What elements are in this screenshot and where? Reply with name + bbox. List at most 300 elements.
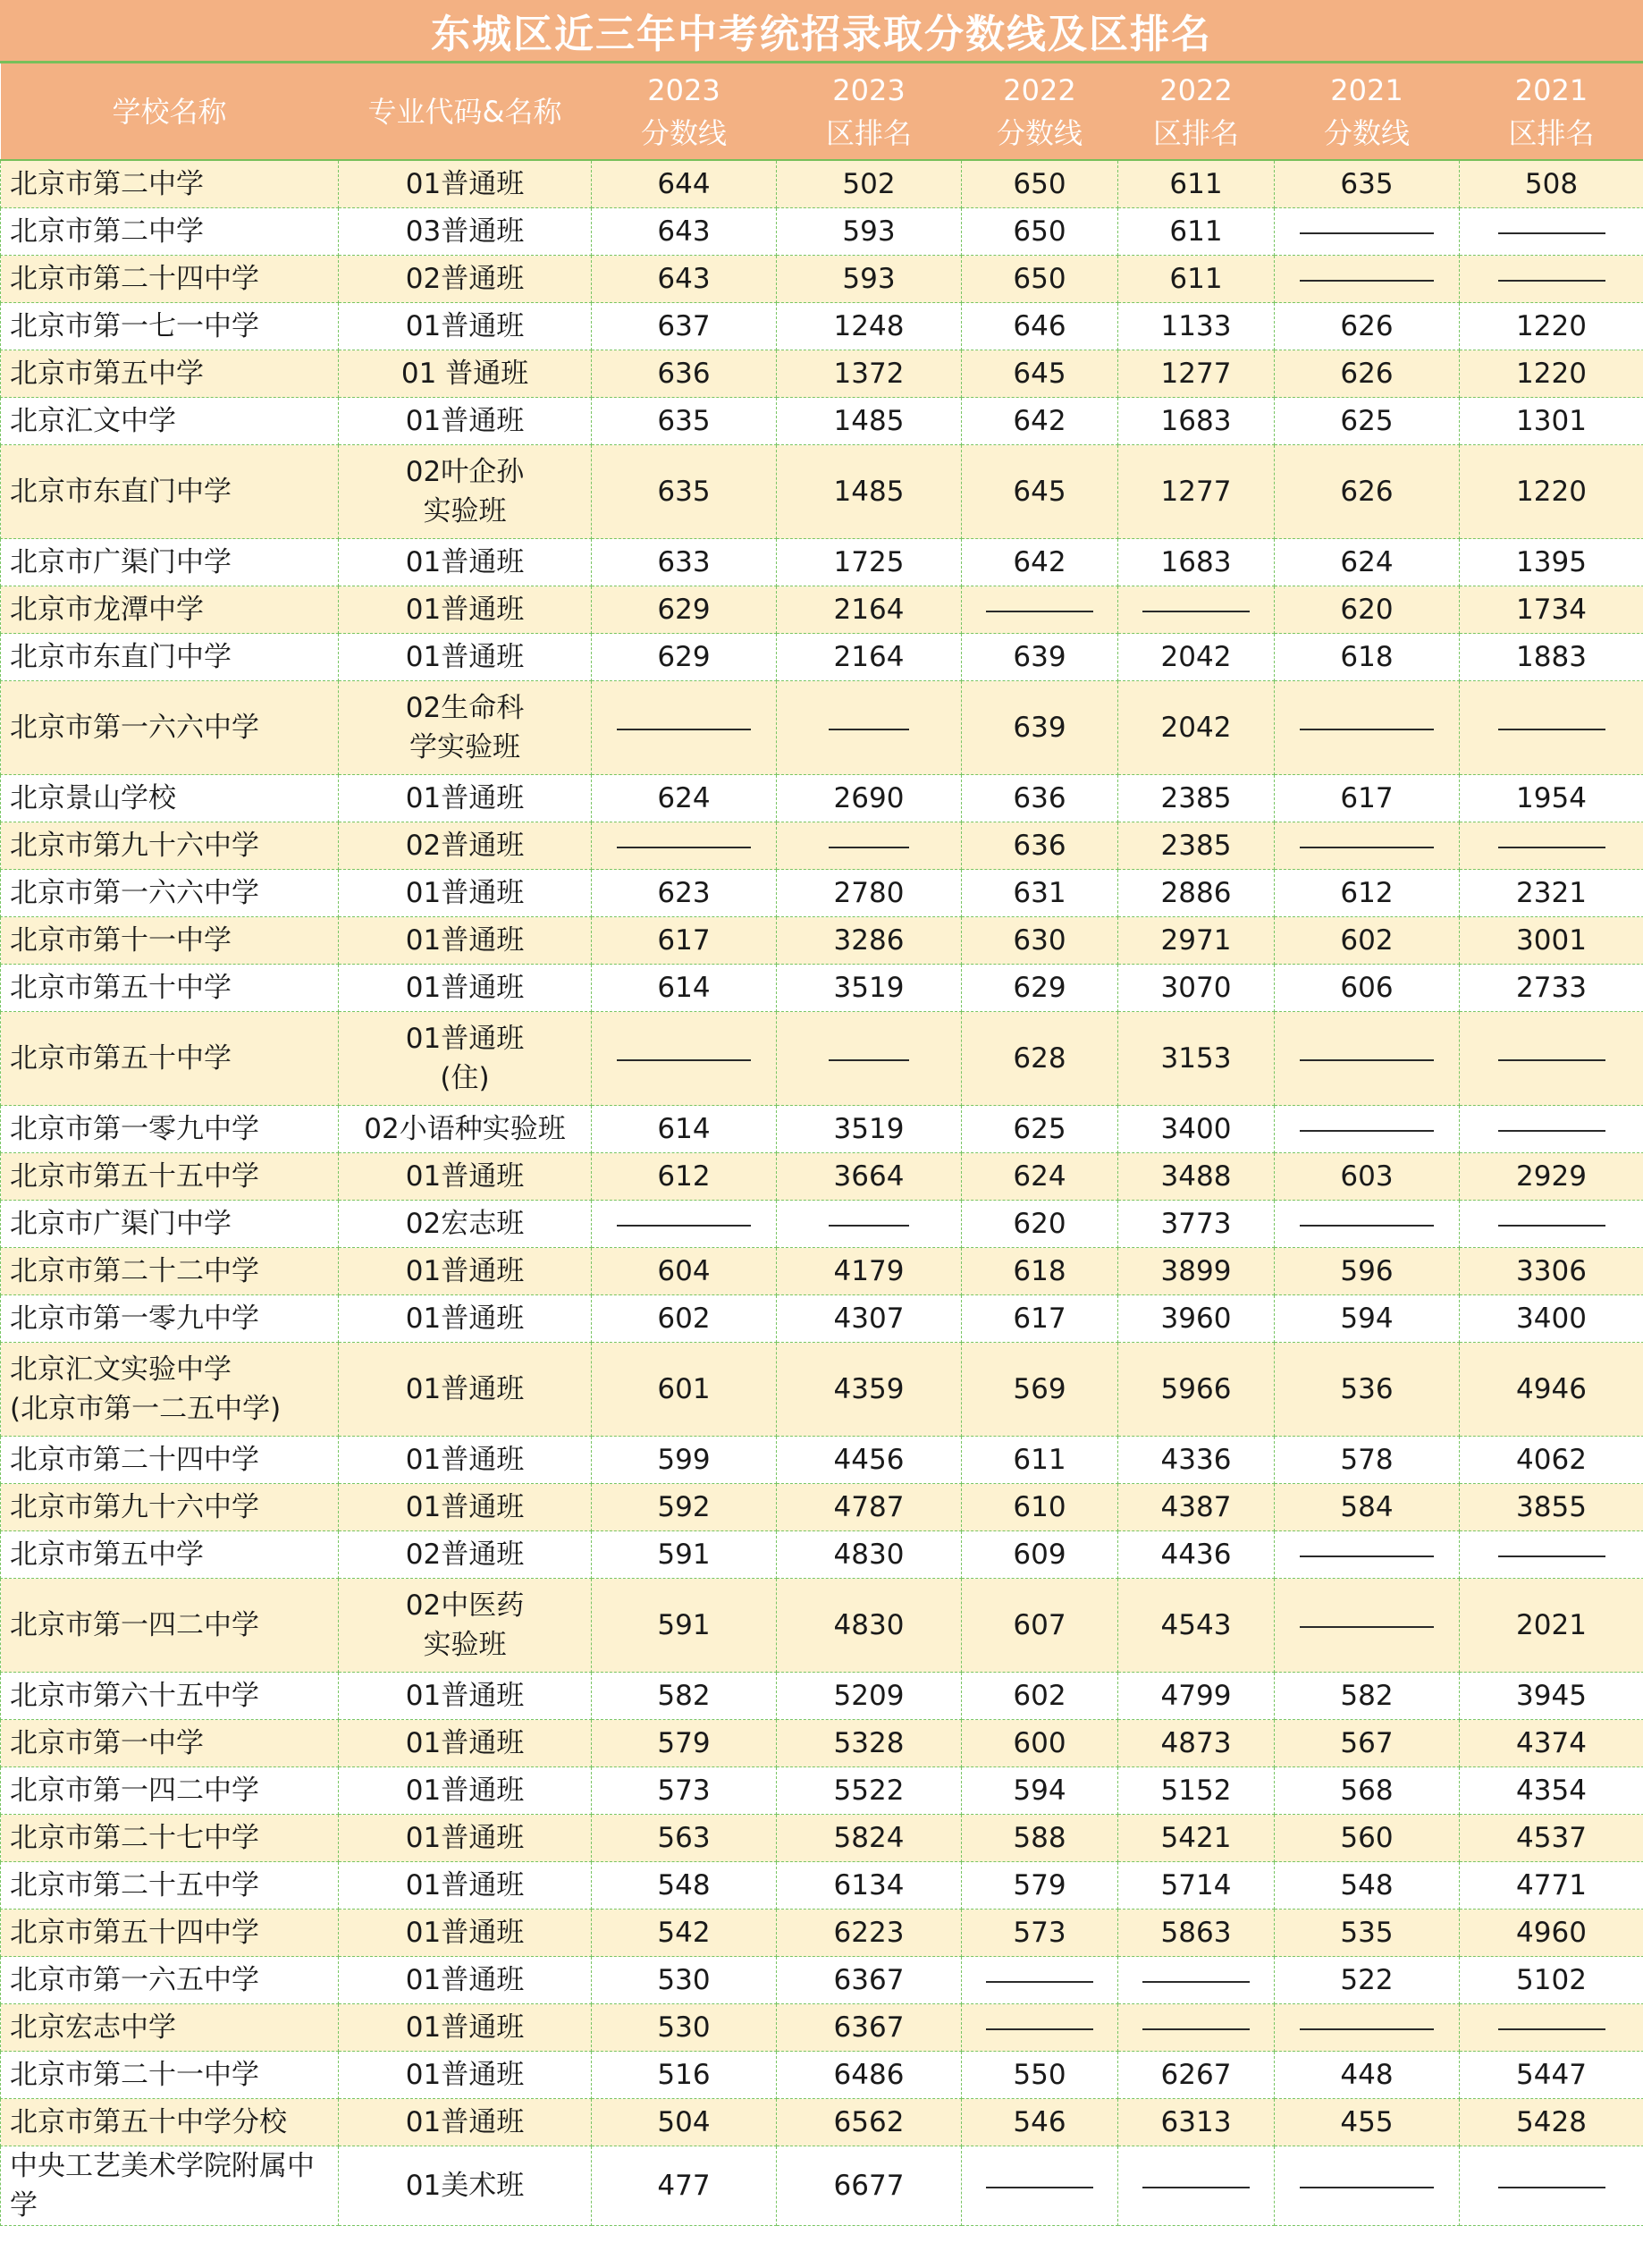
score-value: 626 — [1275, 445, 1460, 539]
score-value: 643 — [592, 256, 777, 303]
score-value: 582 — [592, 1673, 777, 1720]
score-value: 623 — [592, 870, 777, 917]
header-2022-score — [962, 63, 1118, 160]
school-name: 北京市第六十五中学 — [1, 1673, 339, 1720]
program-name: 01普通班 — [339, 1437, 592, 1484]
dash-mark — [1498, 2187, 1605, 2188]
table-row — [1, 1910, 1643, 1957]
empty-value — [1118, 1957, 1275, 2004]
score-value: 628 — [962, 1012, 1118, 1106]
score-value: 617 — [962, 1295, 1118, 1343]
score-value: 599 — [592, 1437, 777, 1484]
rank-value: 4374 — [1460, 1720, 1643, 1767]
rank-value: 3899 — [1118, 1248, 1275, 1295]
score-value: 635 — [592, 398, 777, 445]
rank-value: 3400 — [1460, 1295, 1643, 1343]
dash-mark — [1498, 232, 1605, 234]
table-row — [1, 2004, 1643, 2052]
school-name: 北京市广渠门中学 — [1, 1201, 339, 1248]
table-row — [1, 775, 1643, 822]
score-value: 591 — [592, 1579, 777, 1673]
rank-value: 2971 — [1118, 917, 1275, 965]
program-name: 01普通班 — [339, 870, 592, 917]
table-row — [1, 1673, 1643, 1720]
table-row — [1, 1153, 1643, 1201]
score-value: 477 — [592, 2146, 777, 2226]
rank-value: 2042 — [1118, 681, 1275, 775]
school-name: 北京市第五十中学分校 — [1, 2099, 339, 2146]
score-value: 643 — [592, 208, 777, 256]
program-name: 01普通班 — [339, 1295, 592, 1343]
table-row — [1, 2099, 1643, 2146]
rank-value: 5824 — [777, 1815, 962, 1862]
score-value: 568 — [1275, 1767, 1460, 1815]
score-value: 612 — [592, 1153, 777, 1201]
program-name: 02宏志班 — [339, 1201, 592, 1248]
dash-mark — [1498, 847, 1605, 848]
score-value: 530 — [592, 2004, 777, 2052]
empty-value — [1275, 1201, 1460, 1248]
dash-mark — [1300, 1225, 1434, 1227]
dash-mark — [1498, 1556, 1605, 1557]
rank-value: 5102 — [1460, 1957, 1643, 2004]
dash-mark — [1300, 1556, 1434, 1557]
header-sub: 区排名 — [825, 115, 912, 150]
table-row — [1, 1815, 1643, 1862]
school-name: 北京市第二十五中学 — [1, 1862, 339, 1910]
rank-value: 1485 — [777, 445, 962, 539]
program-name: 02普通班 — [339, 1531, 592, 1579]
dash-mark — [617, 1225, 751, 1227]
header-year: 2021 — [1330, 72, 1403, 107]
dash-mark — [986, 2187, 1093, 2188]
rank-value: 4873 — [1118, 1720, 1275, 1767]
dash-mark — [1300, 1130, 1434, 1132]
rank-value: 1485 — [777, 398, 962, 445]
rank-value: 1734 — [1460, 586, 1643, 634]
score-value: 642 — [962, 398, 1118, 445]
score-value: 588 — [962, 1815, 1118, 1862]
program-name: 02生命科 学实验班 — [339, 681, 592, 775]
empty-value — [1460, 681, 1643, 775]
school-name: 北京市第十一中学 — [1, 917, 339, 965]
program-name: 01普通班 — [339, 1815, 592, 1862]
header-year: 2023 — [647, 72, 720, 107]
score-value: 650 — [962, 256, 1118, 303]
rank-value: 6313 — [1118, 2099, 1275, 2146]
score-value: 550 — [962, 2052, 1118, 2099]
header-year: 2022 — [1159, 72, 1233, 107]
program-name: 01 普通班 — [339, 350, 592, 398]
score-value: 504 — [592, 2099, 777, 2146]
score-value: 536 — [1275, 1343, 1460, 1437]
score-value: 624 — [1275, 539, 1460, 586]
table-row — [1, 965, 1643, 1012]
score-value: 633 — [592, 539, 777, 586]
score-value: 620 — [962, 1201, 1118, 1248]
rank-value: 5966 — [1118, 1343, 1275, 1437]
dash-mark — [986, 611, 1093, 612]
table-row — [1, 1106, 1643, 1153]
school-name: 北京市第二十一中学 — [1, 2052, 339, 2099]
dash-mark — [1142, 2028, 1250, 2030]
program-name: 01普通班 — [339, 2004, 592, 2052]
dash-mark — [617, 1059, 751, 1061]
table-row — [1, 870, 1643, 917]
score-value: 639 — [962, 681, 1118, 775]
score-value: 546 — [962, 2099, 1118, 2146]
score-value: 637 — [592, 303, 777, 350]
dash-mark — [986, 1981, 1093, 1983]
rank-value: 1301 — [1460, 398, 1643, 445]
score-value: 455 — [1275, 2099, 1460, 2146]
rank-value: 4960 — [1460, 1910, 1643, 1957]
rank-value: 4179 — [777, 1248, 962, 1295]
program-name: 01普通班 — [339, 398, 592, 445]
header-sub: 区排名 — [1508, 115, 1595, 150]
rank-value: 3286 — [777, 917, 962, 965]
score-value: 611 — [962, 1437, 1118, 1484]
score-value: 635 — [592, 445, 777, 539]
table-row — [1, 1484, 1643, 1531]
table-row — [1, 634, 1643, 681]
rank-value: 593 — [777, 208, 962, 256]
rank-value: 508 — [1460, 160, 1643, 208]
empty-value — [1460, 1012, 1643, 1106]
empty-value — [1118, 2004, 1275, 2052]
empty-value — [1275, 208, 1460, 256]
score-value: 602 — [1275, 917, 1460, 965]
score-table — [0, 63, 1643, 2226]
school-name: 中央工艺美术学院附属中学 — [1, 2146, 339, 2226]
school-name: 北京市广渠门中学 — [1, 539, 339, 586]
table-row — [1, 256, 1643, 303]
score-value: 530 — [592, 1957, 777, 2004]
empty-value — [592, 822, 777, 870]
empty-value — [1275, 2004, 1460, 2052]
school-name: 北京市龙潭中学 — [1, 586, 339, 634]
dash-mark — [1300, 2187, 1434, 2188]
empty-value — [1118, 2146, 1275, 2226]
score-value: 618 — [1275, 634, 1460, 681]
empty-value — [1460, 256, 1643, 303]
school-name: 北京市第二十七中学 — [1, 1815, 339, 1862]
score-value: 636 — [962, 822, 1118, 870]
rank-value: 2042 — [1118, 634, 1275, 681]
score-value: 548 — [1275, 1862, 1460, 1910]
program-name: 01普通班 — [339, 586, 592, 634]
table-row — [1, 1343, 1643, 1437]
school-name: 北京市第五中学 — [1, 1531, 339, 1579]
header-sub: 分数线 — [1323, 115, 1410, 150]
school-name: 北京市第五十中学 — [1, 965, 339, 1012]
score-value: 644 — [592, 160, 777, 208]
school-name: 北京汇文实验中学 (北京市第一二五中学) — [1, 1343, 339, 1437]
dash-mark — [1300, 232, 1434, 234]
program-name: 01普通班 — [339, 1484, 592, 1531]
rank-value: 2733 — [1460, 965, 1643, 1012]
rank-value: 5522 — [777, 1767, 962, 1815]
empty-value — [1460, 1106, 1643, 1153]
score-value: 620 — [1275, 586, 1460, 634]
score-value: 639 — [962, 634, 1118, 681]
program-name: 01普通班 — [339, 917, 592, 965]
score-value: 614 — [592, 965, 777, 1012]
empty-value — [1460, 1201, 1643, 1248]
empty-value — [1460, 822, 1643, 870]
dash-mark — [617, 729, 751, 730]
dash-mark — [1300, 847, 1434, 848]
rank-value: 1248 — [777, 303, 962, 350]
school-name: 北京市第一七一中学 — [1, 303, 339, 350]
score-value: 560 — [1275, 1815, 1460, 1862]
score-value: 582 — [1275, 1673, 1460, 1720]
empty-value — [1275, 1012, 1460, 1106]
table-row — [1, 1437, 1643, 1484]
rank-value: 5428 — [1460, 2099, 1643, 2146]
dash-mark — [1498, 1059, 1605, 1061]
rank-value: 2321 — [1460, 870, 1643, 917]
empty-value — [962, 2146, 1118, 2226]
school-name: 北京汇文中学 — [1, 398, 339, 445]
rank-value: 1683 — [1118, 539, 1275, 586]
score-value: 591 — [592, 1531, 777, 1579]
rank-value: 4830 — [777, 1531, 962, 1579]
school-name: 北京市第九十六中学 — [1, 822, 339, 870]
score-value: 636 — [592, 350, 777, 398]
empty-value — [1275, 2146, 1460, 2226]
rank-value: 1277 — [1118, 350, 1275, 398]
dash-mark — [986, 2028, 1093, 2030]
school-name: 北京市东直门中学 — [1, 445, 339, 539]
rank-value: 4830 — [777, 1579, 962, 1673]
rank-value: 1954 — [1460, 775, 1643, 822]
rank-value: 3001 — [1460, 917, 1643, 965]
rank-value: 2164 — [777, 586, 962, 634]
rank-value: 611 — [1118, 208, 1275, 256]
score-value: 625 — [962, 1106, 1118, 1153]
rank-value: 3070 — [1118, 965, 1275, 1012]
rank-value: 611 — [1118, 160, 1275, 208]
program-name: 01普通班 — [339, 2052, 592, 2099]
score-value: 610 — [962, 1484, 1118, 1531]
score-value: 629 — [592, 634, 777, 681]
rank-value: 2385 — [1118, 775, 1275, 822]
dash-mark — [1300, 2028, 1434, 2030]
rank-value: 502 — [777, 160, 962, 208]
rank-value: 611 — [1118, 256, 1275, 303]
school-name: 北京市第九十六中学 — [1, 1484, 339, 1531]
empty-value — [1460, 1531, 1643, 1579]
school-name: 北京市第一四二中学 — [1, 1767, 339, 1815]
dash-mark — [1498, 1130, 1605, 1132]
rank-value: 4456 — [777, 1437, 962, 1484]
program-name: 01美术班 — [339, 2146, 592, 2226]
rank-value: 5421 — [1118, 1815, 1275, 1862]
table-row — [1, 539, 1643, 586]
school-name: 北京市第二中学 — [1, 160, 339, 208]
program-name: 01普通班 — [339, 539, 592, 586]
table-row — [1, 1579, 1643, 1673]
rank-value: 1683 — [1118, 398, 1275, 445]
program-name: 01普通班 — [339, 634, 592, 681]
score-value: 578 — [1275, 1437, 1460, 1484]
score-value: 612 — [1275, 870, 1460, 917]
dash-mark — [1300, 1059, 1434, 1061]
header-sub: 分数线 — [640, 115, 727, 150]
rank-value: 3488 — [1118, 1153, 1275, 1201]
empty-value — [1460, 2004, 1643, 2052]
table-row — [1, 1012, 1643, 1106]
program-name: 02中医药 实验班 — [339, 1579, 592, 1673]
score-value: 625 — [1275, 398, 1460, 445]
header-2022-rank — [1118, 63, 1275, 160]
score-value: 636 — [962, 775, 1118, 822]
table-row — [1, 1295, 1643, 1343]
score-value: 631 — [962, 870, 1118, 917]
rank-value: 1395 — [1460, 539, 1643, 586]
school-name: 北京市东直门中学 — [1, 634, 339, 681]
program-name: 01普通班 — [339, 1862, 592, 1910]
program-name: 01普通班 — [339, 1153, 592, 1201]
score-value: 617 — [1275, 775, 1460, 822]
empty-value — [1460, 208, 1643, 256]
program-name: 01普通班 — [339, 1343, 592, 1437]
score-value: 601 — [592, 1343, 777, 1437]
rank-value: 4336 — [1118, 1437, 1275, 1484]
table-body — [1, 160, 1643, 2226]
empty-value — [1275, 256, 1460, 303]
school-name: 北京市第二中学 — [1, 208, 339, 256]
rank-value: 1220 — [1460, 303, 1643, 350]
score-value: 617 — [592, 917, 777, 965]
rank-value: 4062 — [1460, 1437, 1643, 1484]
rank-value: 4354 — [1460, 1767, 1643, 1815]
empty-value — [777, 1012, 962, 1106]
rank-value: 6562 — [777, 2099, 962, 2146]
rank-value: 3519 — [777, 965, 962, 1012]
rank-value: 5328 — [777, 1720, 962, 1767]
score-value: 604 — [592, 1248, 777, 1295]
rank-value: 1883 — [1460, 634, 1643, 681]
rank-value: 1220 — [1460, 350, 1643, 398]
dash-mark — [1300, 280, 1434, 282]
rank-value: 5714 — [1118, 1862, 1275, 1910]
school-name: 北京市第一中学 — [1, 1720, 339, 1767]
score-value: 548 — [592, 1862, 777, 1910]
dash-mark — [1498, 2028, 1605, 2030]
table-row — [1, 303, 1643, 350]
table-row — [1, 681, 1643, 775]
score-value: 607 — [962, 1579, 1118, 1673]
header-year: 2021 — [1514, 72, 1588, 107]
score-value: 563 — [592, 1815, 777, 1862]
rank-value: 2780 — [777, 870, 962, 917]
empty-value — [1118, 586, 1275, 634]
score-value: 626 — [1275, 350, 1460, 398]
rank-value: 5863 — [1118, 1910, 1275, 1957]
rank-value: 3945 — [1460, 1673, 1643, 1720]
header-2023-rank — [777, 63, 962, 160]
rank-value: 5152 — [1118, 1767, 1275, 1815]
score-value: 635 — [1275, 160, 1460, 208]
score-value: 569 — [962, 1343, 1118, 1437]
empty-value — [777, 681, 962, 775]
program-name: 03普通班 — [339, 208, 592, 256]
program-name: 01普通班 — [339, 1720, 592, 1767]
empty-value — [1275, 1106, 1460, 1153]
rank-value: 4359 — [777, 1343, 962, 1437]
table-row — [1, 350, 1643, 398]
rank-value: 2164 — [777, 634, 962, 681]
rank-value: 2690 — [777, 775, 962, 822]
empty-value — [1275, 1531, 1460, 1579]
rank-value: 6486 — [777, 2052, 962, 2099]
score-value: 579 — [962, 1862, 1118, 1910]
empty-value — [777, 1201, 962, 1248]
score-value: 629 — [962, 965, 1118, 1012]
score-value: 567 — [1275, 1720, 1460, 1767]
program-name: 01普通班 (住) — [339, 1012, 592, 1106]
score-value: 602 — [962, 1673, 1118, 1720]
table-row — [1, 917, 1643, 965]
score-value: 594 — [1275, 1295, 1460, 1343]
empty-value — [1275, 1579, 1460, 1673]
program-name: 01普通班 — [339, 303, 592, 350]
dash-mark — [829, 1059, 909, 1061]
school-name: 北京市第一四二中学 — [1, 1579, 339, 1673]
score-value: 650 — [962, 160, 1118, 208]
empty-value — [592, 1012, 777, 1106]
rank-value: 2886 — [1118, 870, 1275, 917]
table-row — [1, 208, 1643, 256]
score-value: 448 — [1275, 2052, 1460, 2099]
rank-value: 5209 — [777, 1673, 962, 1720]
rank-value: 3664 — [777, 1153, 962, 1201]
table-row — [1, 2146, 1643, 2226]
score-value: 614 — [592, 1106, 777, 1153]
dash-mark — [1300, 1626, 1434, 1628]
table-title: 东城区近三年中考统招录取分数线及区排名 — [0, 0, 1643, 63]
rank-value: 4436 — [1118, 1531, 1275, 1579]
rank-value: 4307 — [777, 1295, 962, 1343]
table-row — [1, 160, 1643, 208]
program-name: 01普通班 — [339, 1957, 592, 2004]
school-name: 北京市第二十四中学 — [1, 1437, 339, 1484]
score-value: 602 — [592, 1295, 777, 1343]
rank-value: 3960 — [1118, 1295, 1275, 1343]
rank-value: 5447 — [1460, 2052, 1643, 2099]
rank-value: 3306 — [1460, 1248, 1643, 1295]
program-name: 01普通班 — [339, 775, 592, 822]
header-sub: 分数线 — [996, 115, 1083, 150]
program-name: 01普通班 — [339, 1910, 592, 1957]
dash-mark — [829, 729, 909, 730]
header-2021-score — [1275, 63, 1460, 160]
rank-value: 6367 — [777, 2004, 962, 2052]
header-2023-score — [592, 63, 777, 160]
empty-value — [962, 2004, 1118, 2052]
score-value: 609 — [962, 1531, 1118, 1579]
score-value: 646 — [962, 303, 1118, 350]
empty-value — [592, 681, 777, 775]
rank-value: 4771 — [1460, 1862, 1643, 1910]
rank-value: 4787 — [777, 1484, 962, 1531]
table-row — [1, 822, 1643, 870]
school-name: 北京景山学校 — [1, 775, 339, 822]
empty-value — [592, 1201, 777, 1248]
program-name: 01普通班 — [339, 965, 592, 1012]
